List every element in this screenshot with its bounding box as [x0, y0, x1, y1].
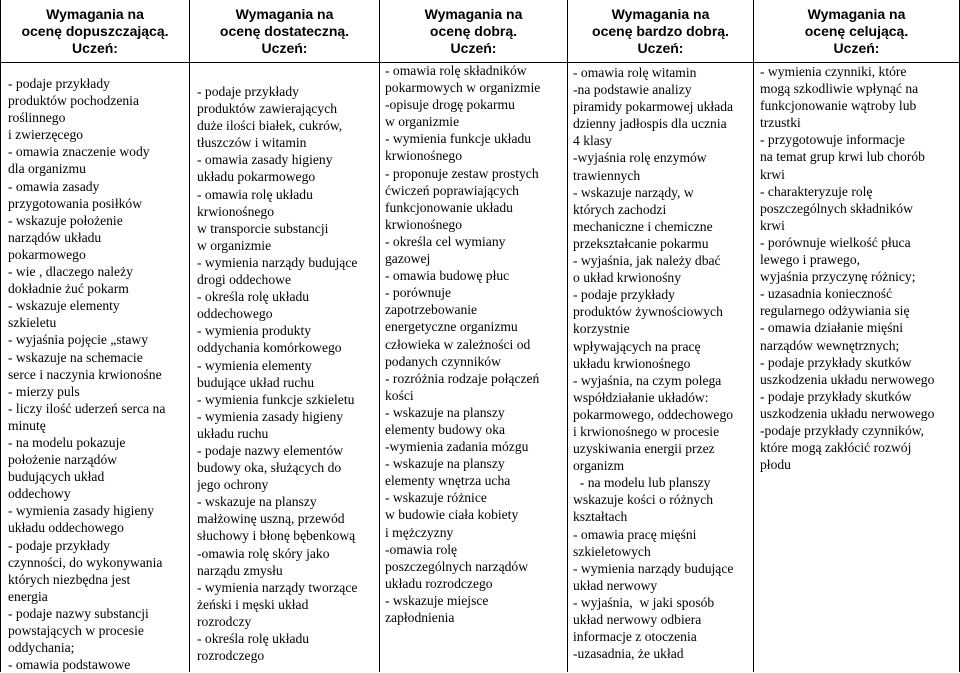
requirement-line: przekształcanie pokarmu: [573, 235, 709, 251]
requirement-line: lewego i prawego,: [760, 252, 861, 268]
requirement-line: - proponuje zestaw prostych: [385, 165, 539, 181]
requirement-line: układu pokarmowego: [197, 169, 316, 185]
header-line: Wymagania na: [611, 6, 710, 22]
requirement-line: - porównuje: [385, 285, 452, 301]
requirement-line: funkcjonowanie wątroby lub: [760, 98, 917, 114]
requirement-line: o układ krwionośny: [573, 270, 681, 286]
requirement-line: -wymienia zadania mózgu: [385, 439, 529, 455]
requirement-line: - uzasadnia konieczność: [760, 286, 893, 302]
column-body: [385, 62, 567, 626]
requirement-line: krwionośnego: [385, 148, 463, 164]
requirement-line: - wymienia narządy budujące: [197, 254, 358, 270]
requirement-line: - określa rolę układu: [197, 631, 310, 646]
requirement-line: - wymienia narządy budujące: [573, 560, 734, 576]
requirement-line: - omawia rolę składników: [385, 63, 527, 78]
requirement-line: przygotowania posiłków: [8, 195, 143, 211]
requirement-line: produktów zawierających: [197, 101, 338, 117]
header-line: Wymagania na: [807, 6, 906, 22]
requirement-line: - wymienia zasady higieny: [197, 408, 344, 424]
requirement-line: uszkodzenia układu nerwowego: [760, 371, 935, 387]
requirement-line: słuchowy i błonę bębenkową: [197, 528, 356, 544]
requirement-line: na temat grup krwi lub chorób: [760, 149, 925, 165]
requirement-line: - podaje przykłady: [573, 287, 675, 303]
header-line: Uczeń:: [637, 40, 684, 56]
column-header: [568, 6, 753, 57]
requirement-line: budujące układ ruchu: [197, 374, 315, 390]
column-body: [760, 63, 959, 473]
requirement-line: gazowej: [385, 251, 431, 267]
requirement-line: -omawia rolę: [385, 541, 458, 557]
header-line: ocenę dopuszczającą.: [21, 23, 169, 39]
requirement-line: krwionośnego: [385, 216, 463, 232]
requirement-line: krwi: [760, 166, 785, 182]
requirement-line: i mężczyzny: [385, 524, 454, 540]
requirement-line: - podaje przykłady: [8, 537, 110, 553]
requirement-line: czynności, do wykonywania: [8, 554, 163, 570]
requirement-line: - omawia podstawowe: [8, 657, 131, 673]
requirement-line: - omawia zasady: [8, 178, 100, 194]
column-grade-2: [0, 0, 189, 672]
requirement-line: szkieletowych: [573, 543, 651, 559]
requirement-line: - podaje nazwy elementów: [197, 442, 344, 458]
requirement-line: i zwierzęcego: [8, 127, 84, 143]
requirement-line: dla organizmu: [8, 161, 86, 177]
requirement-line: oddechowego: [197, 306, 273, 322]
requirement-line: informacje z otoczenia: [573, 629, 697, 645]
header-line: Uczeń:: [261, 40, 308, 56]
requirement-line: - wymienia zasady higieny: [8, 503, 155, 519]
requirement-line: poszczególnych składników: [760, 200, 913, 216]
header-line: Uczeń:: [450, 40, 497, 56]
requirement-line: elementy wnętrza ucha: [385, 473, 511, 489]
column-body: [8, 75, 189, 673]
requirement-line: kształtach: [573, 509, 628, 525]
requirement-line: -podaje przykłady czynników,: [760, 422, 925, 438]
requirement-line: jego ochrony: [197, 477, 269, 493]
requirement-line: - wskazuje narządy, w: [573, 184, 694, 200]
column-header: [380, 6, 567, 57]
requirement-line: - wyjaśnia, w jaki sposób: [573, 594, 715, 610]
column-grade-6: [753, 0, 960, 672]
requirement-line: rozrodczego: [197, 648, 265, 664]
requirement-line: krwionośnego: [197, 203, 275, 219]
requirement-line: serce i naczynia krwionośne: [8, 366, 162, 382]
requirement-line: współdziałanie układów:: [573, 389, 709, 405]
header-line: Wymagania na: [235, 6, 334, 22]
requirement-line: układu rozrodczego: [385, 575, 493, 591]
requirement-line: w organizmie: [385, 114, 460, 130]
requirement-line: poszczególnych narządów: [385, 558, 529, 574]
header-divider: [568, 62, 753, 63]
requirement-line: mogą szkodliwie wpłynąć na: [760, 81, 919, 97]
requirement-line: układu oddechowego: [8, 520, 124, 536]
requirement-line: budowy oka, służących do: [197, 460, 342, 476]
requirement-line: zapłodnienia: [385, 610, 455, 625]
requirement-line: produktów pochodzenia: [8, 93, 139, 109]
requirement-line: - liczy ilość uderzeń serca na: [8, 400, 166, 416]
requirement-line: - podaje przykłady: [197, 84, 299, 99]
requirement-line: narządów wewnętrznych;: [760, 337, 900, 353]
requirement-line: - omawia działanie mięśni: [760, 320, 904, 336]
requirement-line: podanych czynników: [385, 353, 501, 369]
requirement-line: drogi oddechowe: [197, 272, 291, 288]
requirement-line: - wymienia narządy tworzące: [197, 579, 358, 595]
requirement-line: - wskazuje miejsce: [385, 592, 489, 608]
requirement-line: - wskazuje na schemacie: [8, 349, 143, 365]
requirement-line: płodu: [760, 457, 791, 473]
header-line: ocenę bardzo dobrą.: [592, 23, 729, 39]
requirement-line: -uzasadnia, że układ: [573, 646, 684, 662]
requirement-line: które mogą zakłócić rozwój: [760, 440, 912, 456]
requirement-line: położenie narządów: [8, 452, 118, 468]
requirement-line: - na modelu lub planszy: [573, 475, 711, 491]
requirement-line: - omawia pracę mięśni: [573, 526, 697, 542]
requirement-line: - wskazuje elementy: [8, 298, 120, 314]
requirement-line: - podaje przykłady skutków: [760, 388, 912, 404]
requirement-line: energetyczne organizmu: [385, 319, 518, 335]
requirement-line: - wymienia funkcje szkieletu: [197, 391, 355, 407]
requirement-line: układ nerwowy: [573, 577, 658, 593]
requirement-line: rozrodczy: [197, 613, 252, 629]
requirement-line: elementy budowy oka: [385, 421, 506, 437]
requirement-line: - wie , dlaczego należy: [8, 264, 133, 280]
requirement-line: - wskazuje na planszy: [197, 494, 317, 510]
column-grade-4: [379, 0, 567, 672]
column-header: [754, 6, 959, 57]
requirement-line: narządu zmysłu: [197, 562, 283, 578]
requirement-line: - omawia rolę witamin: [573, 65, 697, 80]
requirement-line: minutę: [8, 417, 46, 433]
requirement-line: oddychania komórkowego: [197, 340, 342, 356]
requirement-line: 4 klasy: [573, 133, 612, 149]
requirement-line: korzystnie: [573, 321, 630, 337]
header-line: Uczeń:: [72, 40, 118, 56]
requirement-line: wpływających na pracę: [573, 338, 701, 354]
requirement-line: ćwiczeń poprawiających: [385, 182, 519, 198]
requirement-line: uszkodzenia układu nerwowego: [760, 405, 935, 421]
requirement-line: i krwionośnego w procesie: [573, 423, 720, 439]
header-line: ocenę dobrą.: [429, 23, 518, 39]
requirement-line: oddychania;: [8, 640, 75, 656]
requirement-line: - omawia zasady higieny: [197, 152, 333, 168]
column-grade-3: [189, 0, 379, 672]
requirement-line: w transporcie substancji: [197, 220, 329, 236]
requirement-line: - omawia budowę płuc: [385, 268, 510, 284]
requirement-line: pokarmowego: [8, 246, 86, 262]
requirement-line: wskazuje kości o różnych: [573, 492, 714, 508]
requirement-line: w budowie ciała kobiety: [385, 507, 519, 523]
column-body: [197, 83, 379, 664]
requirement-line: - wskazuje na planszy: [385, 404, 505, 420]
requirement-line: zapotrzebowanie: [385, 302, 478, 318]
requirement-line: - wskazuje różnice: [385, 490, 487, 506]
requirement-line: organizm: [573, 458, 625, 474]
requirement-line: szkieletu: [8, 315, 57, 331]
requirement-line: -opisuje drogę pokarmu: [385, 97, 515, 113]
requirement-line: - podaje nazwy substancji: [8, 605, 149, 621]
requirement-line: - charakteryzuje rolę: [760, 183, 873, 199]
requirement-line: kości: [385, 387, 414, 403]
header-line: Wymagania na: [424, 6, 523, 22]
requirement-line: pokarmowego, oddechowego: [573, 406, 734, 422]
requirement-line: trawiennych: [573, 167, 641, 183]
requirement-line: energia: [8, 588, 48, 604]
requirement-line: regularnego odżywiania się: [760, 303, 910, 319]
requirement-line: - omawia rolę układu: [197, 186, 313, 202]
requirement-line: pokarmowych w organizmie: [385, 80, 541, 96]
requirement-line: - wymienia elementy: [197, 357, 312, 373]
requirement-line: piramidy pokarmowej układa: [573, 99, 734, 115]
column-header: [1, 6, 189, 57]
requirement-line: - wyjaśnia, na czym polega: [573, 372, 722, 388]
requirement-line: powstających w procesie: [8, 623, 144, 638]
requirement-line: - wyjaśnia, jak należy dbać: [573, 253, 721, 269]
requirement-line: -na podstawie analizy: [573, 82, 692, 98]
requirement-line: narządów układu: [8, 229, 102, 245]
requirement-line: - wymienia czynniki, które: [760, 64, 907, 79]
requirement-line: budujących układ: [8, 469, 105, 485]
requirement-line: układu ruchu: [197, 425, 269, 441]
requirement-line: mechaniczne i chemiczne: [573, 218, 713, 234]
header-line: Wymagania na: [46, 6, 144, 22]
requirement-line: - na modelu pokazuje: [8, 434, 126, 450]
requirement-line: - podaje przykłady skutków: [760, 354, 912, 370]
requirement-line: - mierzy puls: [8, 383, 80, 399]
requirement-line: dzienny jadłospis dla ucznia: [573, 116, 727, 132]
requirement-line: w organizmie: [197, 237, 272, 253]
requirement-line: dokładnie żuć pokarm: [8, 281, 129, 297]
requirement-line: żeński i męski układ: [197, 596, 309, 612]
requirement-line: - porównuje wielkość płuca: [760, 234, 911, 250]
requirement-line: układu krwionośnego: [573, 355, 691, 371]
requirement-line: funkcjonowanie układu: [385, 199, 513, 215]
column-grade-5: [567, 0, 753, 672]
header-line: ocenę dostateczną.: [219, 23, 350, 39]
header-divider: [1, 62, 189, 63]
requirement-line: produktów żywnościowych: [573, 304, 723, 320]
requirement-line: których zachodzi: [573, 201, 667, 217]
requirement-line: układ nerwowy odbiera: [573, 612, 702, 627]
requirement-line: duże ilości białek, cukrów,: [197, 118, 343, 134]
requirement-line: - określa cel wymiany: [385, 233, 506, 249]
requirement-line: - określa rolę układu: [197, 289, 310, 305]
requirement-line: -wyjaśnia rolę enzymów: [573, 150, 707, 166]
requirement-line: tłuszczów i witamin: [197, 135, 307, 151]
requirement-line: - omawia znaczenie wody: [8, 144, 150, 160]
requirement-line: małżowinę uszną, przewód: [197, 511, 345, 527]
requirement-line: - podaje przykłady: [8, 76, 110, 91]
requirement-line: - wymienia produkty: [197, 323, 312, 339]
header-line: Uczeń:: [833, 40, 880, 56]
column-body: [573, 64, 753, 662]
requirement-line: człowieka w zależności od: [385, 336, 531, 352]
requirement-line: uzyskiwania energii przez: [573, 441, 715, 457]
requirement-line: - wymienia funkcje układu: [385, 131, 532, 147]
requirement-line: oddechowy: [8, 486, 71, 502]
requirement-line: roślinnego: [8, 110, 66, 126]
requirement-line: - wskazuje na planszy: [385, 456, 505, 472]
requirement-line: -omawia rolę skóry jako: [197, 545, 330, 561]
requirement-line: krwi: [760, 217, 785, 233]
header-line: ocenę celującą.: [804, 23, 909, 39]
column-header: [190, 6, 379, 57]
header-divider: [190, 62, 379, 63]
requirement-line: wyjaśnia przyczynę różnicy;: [760, 269, 916, 285]
requirement-line: - przygotowuje informacje: [760, 132, 905, 148]
requirement-line: - wskazuje położenie: [8, 212, 123, 228]
requirement-line: - rozróżnia rodzaje połączeń: [385, 370, 540, 386]
requirement-line: - wyjaśnia pojęcie „stawy: [8, 332, 149, 348]
requirement-line: których niezbędna jest: [8, 571, 131, 587]
requirement-line: trzustki: [760, 115, 801, 131]
